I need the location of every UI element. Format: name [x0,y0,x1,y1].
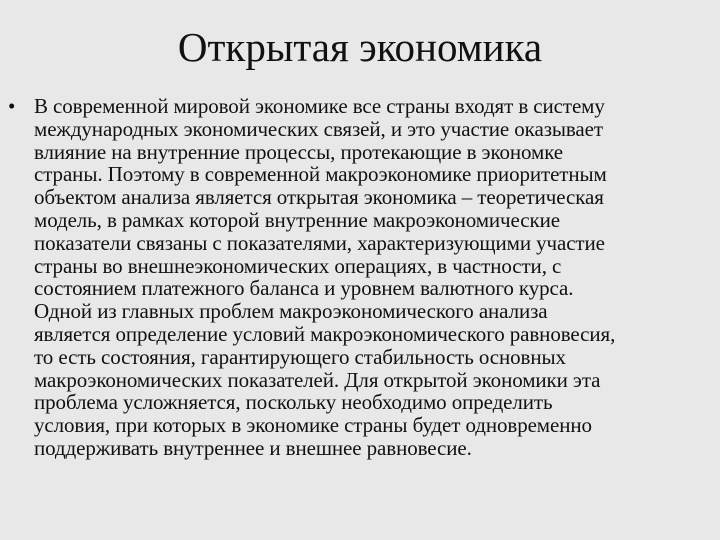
bullet-item [8,95,712,460]
paragraph-line: страны во внешнеэкономических операциях, в частности, с [34,253,562,278]
paragraph-line: объектом анализа является открытая экономика – теоретическая [34,185,604,210]
paragraph-line: модель, в рамках которой внутренние макроэкономические [34,207,560,232]
bullet-paragraph [34,95,712,460]
paragraph-line: В современной мировой экономике все страны входят в систему [34,94,605,118]
paragraph-line: является определение условий макроэкономического равновесия, [34,321,616,346]
paragraph-line: страны. Поэтому в современной макроэкономике приоритетным [34,162,607,187]
bullet-icon: • [8,94,16,118]
paragraph-line: макроэкономических показателей. Для открытой экономики эта [34,367,601,392]
paragraph-line: влияние на внутренние процессы, протекающие в экономке [34,139,564,164]
paragraph-line: поддерживать внутреннее и внешнее равновесие. [34,435,472,460]
paragraph-line: условия, при которых в экономике страны будет одновременно [34,413,592,438]
paragraph-line: международных экономических связей, и это участие оказывает [34,116,603,141]
paragraph-line: Одной из главных проблем макроэкономического анализа [34,299,548,324]
slide-body [8,95,712,460]
paragraph-line: показатели связаны с показателями, характеризующими участие [34,230,605,255]
paragraph-line: проблема усложняется, поскольку необходимо определить [34,390,553,415]
paragraph-line: состоянием платежного баланса и уровнем валютного курса. [34,276,574,301]
paragraph-line: то есть состояния, гарантирующего стабильность основных [34,344,566,369]
slide-title: Открытая экономика [177,24,543,70]
